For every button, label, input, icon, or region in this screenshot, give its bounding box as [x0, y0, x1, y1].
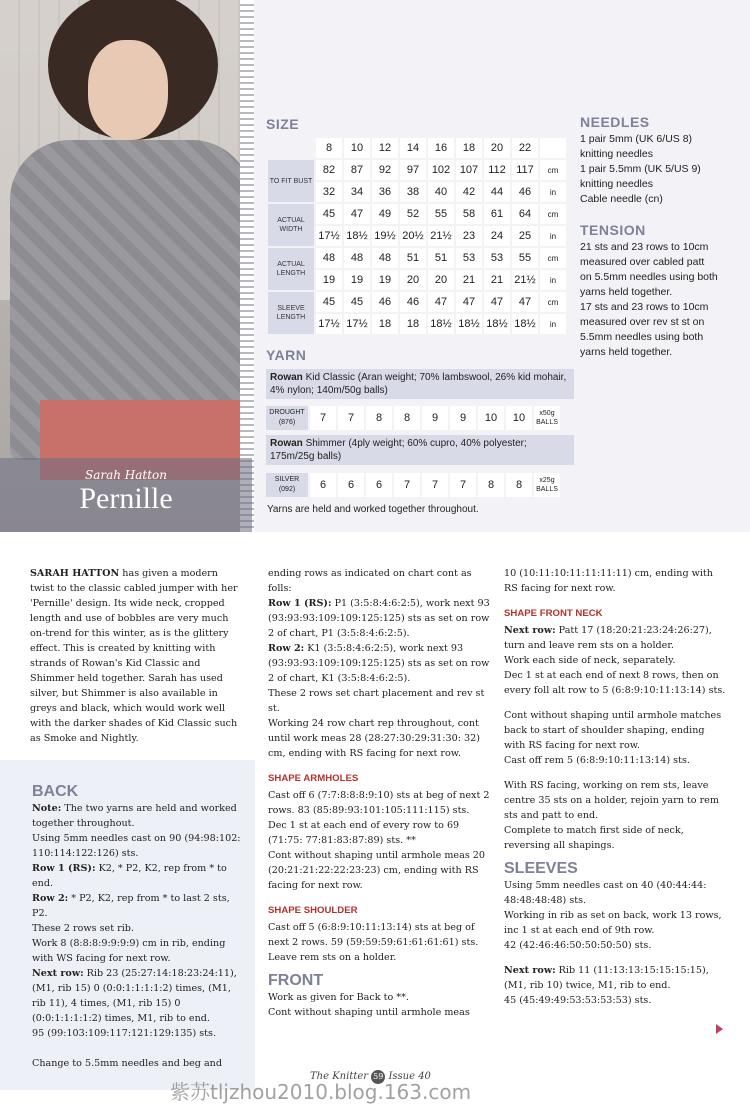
size-cell: 17½ — [344, 314, 370, 334]
size-cell: 20½ — [400, 226, 426, 246]
size-cell: 8 — [316, 138, 342, 158]
size-cell: 46 — [512, 182, 538, 202]
size-cell: 18 — [456, 138, 482, 158]
size-cell: 47 — [344, 204, 370, 224]
size-cell: 10 — [344, 138, 370, 158]
size-cell: 47 — [512, 292, 538, 312]
size-row-label: TO FIT BUST — [268, 160, 314, 202]
size-cell: 48 — [372, 248, 398, 268]
yarn-quantity-cell: 8 — [506, 473, 532, 497]
tension-line: yarns held together. — [580, 286, 673, 298]
yarn-quantity-cell: 10 — [506, 406, 532, 430]
watermark: 紫苏tljzhou2010.blog.163.com — [170, 1080, 472, 1104]
yarn1-desc: Rowan Kid Classic (Aran weight; 70% lambswool, 26% kid mohair, 4% nylon; 140m/50g balls) — [266, 369, 574, 399]
size-cell: 47 — [428, 292, 454, 312]
yarn-shade-label: SILVER (092) — [266, 473, 308, 497]
size-cell: 21½ — [512, 270, 538, 290]
size-cell: 47 — [484, 292, 510, 312]
yarn-quantity-cell: 10 — [478, 406, 504, 430]
size-cell: 46 — [372, 292, 398, 312]
size-unit: cm — [540, 160, 566, 180]
page-binding — [240, 0, 254, 532]
size-cell: 45 — [316, 204, 342, 224]
size-cell: 19½ — [372, 226, 398, 246]
size-unit: in — [540, 182, 566, 202]
size-cell: 20 — [400, 270, 426, 290]
size-cell: 55 — [428, 204, 454, 224]
yarn-unit: x25g BALLS — [534, 473, 560, 497]
size-cell: 53 — [456, 248, 482, 268]
size-cell: 23 — [456, 226, 482, 246]
size-cell: 21 — [484, 270, 510, 290]
size-row — [268, 160, 566, 180]
size-unit: cm — [540, 292, 566, 312]
size-cell: 51 — [428, 248, 454, 268]
yarn1-quantities — [266, 406, 560, 430]
front-heading: FRONT — [268, 972, 324, 989]
yarn-quantity-cell: 8 — [394, 406, 420, 430]
size-row — [268, 292, 566, 312]
size-unit: in — [540, 314, 566, 334]
size-cell: 49 — [372, 204, 398, 224]
yarn-quantity-cell: 7 — [450, 473, 476, 497]
yarn-shade-label: DROUGHT (876) — [266, 406, 308, 430]
yarn-quantity-cell: 8 — [366, 406, 392, 430]
title-banner — [0, 458, 252, 532]
needles-line: 1 pair 5mm (UK 6/US 8) — [580, 133, 693, 145]
size-unit: cm — [540, 204, 566, 224]
size-cell: 34 — [344, 182, 370, 202]
size-unit: in — [540, 226, 566, 246]
size-cell: 21½ — [428, 226, 454, 246]
size-cell: 19 — [344, 270, 370, 290]
size-cell: 117 — [512, 160, 538, 180]
yarn-unit: x50g BALLS — [534, 406, 560, 430]
size-table — [266, 136, 568, 336]
middle-column: ending rows as indicated on chart cont as folls: Row 1 (RS): P1 (3:5:8:4:6:2:5), work next 93 (93:93:93:109:109:125:125) sts as set on row 2 of chart, P1 (3:5:8:4:6:2:5). Row 2: K1 (3:5:8:4:6:2:5), work next 93 (93:93:93:109:109:125:125) sts as set on row 2 of chart, K1 (3:5:8:4:6:2:5). These 2 rows set chart placement and rev st st. Working 24 row chart rep throughout, cont until work meas 28 (28:27:30:29:31:30: 32) cm, ending with RS facing for next row. SHAPE ARMHOLES Cast off 6 (7:7:8:8:8:9:10) sts at beg of next 2 rows. 83 (85:89:93:101:105:111:115) sts. Dec 1 st at each end of every row to 69 (71:75: 77:81:83:87:89) sts. ** Cont without shaping until armhole meas 20 (20:21:21:22:22:23:23) cm, ending with RS facing for next row. SHAPE SHOULDER Cast off 5 (6:8:9:10:11:13:14) sts at beg of next 2 rows. 59 (59:59:59:61:61:61:61) sts. Leave rem sts on a holder. FRONT Work as given for Back to **. Cont without shaping until armhole meas — [268, 568, 490, 1018]
size-cell: 48 — [316, 248, 342, 268]
yarn-quantity-cell: 6 — [310, 473, 336, 497]
size-unit: in — [540, 270, 566, 290]
back-heading: BACK — [32, 783, 79, 800]
model-photo — [0, 0, 252, 532]
size-cell: 18½ — [456, 314, 482, 334]
size-cell: 21 — [456, 270, 482, 290]
size-cell: 61 — [484, 204, 510, 224]
sleeves-heading: SLEEVES — [504, 860, 578, 877]
right-column: 10 (10:11:10:11:11:11:11) cm, ending with RS facing for next row. SHAPE FRONT NECK Next row: Patt 17 (18:20:21:23:24:26:27), turn and leave rem sts on a holder. Work each side of neck, separately. Dec 1 st at each end of next 8 rows, then on every foll alt row to 5 (6:8:9:10:11:13:14) sts. Cont without shaping until armhole matches back to start of shoulder shaping, ending with RS facing for next row. Cast off rem 5 (6:8:9:10:11:13:14) sts. With RS facing, working on rem sts, leave centre 35 sts on a holder, rejoin yarn to rem sts and patt to end. Complete to match first side of neck, reversing all shapings. SLEEVES Using 5mm needles cast on 40 (40:44:44: 48:48:48:48) sts. Working in rib as set on back, work 13 rows, inc 1 st at each end of 9th row. 42 (42:46:46:50:50:50:50) sts. Next row: Rib 11 (11:13:13:15:15:15:15), (M1, rib 10) twice, M1, rib to end. 45 (45:49:49:53:53:53:53) sts. — [504, 568, 726, 1006]
tension-line: on 5.5mm needles using both — [580, 271, 718, 283]
size-cell: 18½ — [512, 314, 538, 334]
yarn-quantity-cell: 9 — [422, 406, 448, 430]
size-cell: 44 — [484, 182, 510, 202]
size-cell: 32 — [316, 182, 342, 202]
yarn-heading: YARN — [266, 347, 307, 363]
size-cell: 25 — [512, 226, 538, 246]
size-cell: 18½ — [428, 314, 454, 334]
tension-line: 5.5mm needles using both — [580, 331, 704, 343]
size-cell: 52 — [400, 204, 426, 224]
size-cell: 36 — [372, 182, 398, 202]
page-footer: The Knitter 59 Issue 40 — [310, 1071, 431, 1082]
tension-line: 21 sts and 23 rows to 10cm — [580, 241, 709, 253]
size-row-label — [268, 138, 314, 158]
yarn-quantity-cell: 6 — [366, 473, 392, 497]
needles-list — [580, 132, 701, 207]
size-cell: 38 — [400, 182, 426, 202]
yarn-note: Yarns are held and worked together throughout. — [267, 504, 479, 515]
size-cell: 97 — [400, 160, 426, 180]
continue-arrow-icon — [716, 1024, 723, 1034]
size-row — [268, 248, 566, 268]
size-cell: 107 — [456, 160, 482, 180]
yarn-quantity-cell: 7 — [338, 406, 364, 430]
size-cell: 18½ — [484, 314, 510, 334]
size-cell: 19 — [316, 270, 342, 290]
yarn-quantity-cell: 6 — [338, 473, 364, 497]
size-row — [268, 204, 566, 224]
size-cell: 18 — [372, 314, 398, 334]
size-cell: 92 — [372, 160, 398, 180]
size-cell: 64 — [512, 204, 538, 224]
size-cell: 18½ — [344, 226, 370, 246]
size-row — [268, 138, 566, 158]
size-cell: 82 — [316, 160, 342, 180]
size-row-label: ACTUAL LENGTH — [268, 248, 314, 290]
yarn2-quantities — [266, 473, 560, 497]
yarn-quantity-cell: 9 — [450, 406, 476, 430]
yarn-quantity-cell: 7 — [422, 473, 448, 497]
yarn-quantity-cell: 8 — [478, 473, 504, 497]
size-cell: 87 — [344, 160, 370, 180]
size-heading: SIZE — [266, 116, 300, 132]
tension-line: 17 sts and 23 rows to 10cm — [580, 301, 709, 313]
shape-front-neck-heading: SHAPE FRONT NECK — [504, 608, 603, 619]
tension-line: measured over rev st st on — [580, 316, 705, 328]
back-column: BACK Note: The two yarns are held and worked together throughout. Using 5mm needles cast on 90 (94:98:102: 110:114:122:126) sts. Row 1 (RS): K2, * P2, K2, rep from * to end. Row 2: * P2, K2, rep from * to last 2 sts, P2. These 2 rows set rib. Work 8 (8:8:8:9:9:9:9) cm in rib, ending with WS facing for next row. Next row: Rib 23 (25:27:14:18:23:24:11), (M1, rib 15) 0 (0:0:1:1:1:1:2) times, (M1, rib 11), 4 times, (M1, rib 15) 0 (0:0:1:1:1:1:2) times, M1, rib to end. 95 (99:103:109:117:121:129:135) sts. Change to 5.5mm needles and beg and — [32, 776, 244, 1071]
size-cell: 14 — [400, 138, 426, 158]
tension-line: measured over cabled patt — [580, 256, 705, 268]
needles-line: Cable needle (cn) — [580, 193, 663, 205]
size-cell: 112 — [484, 160, 510, 180]
needles-line: knitting needles — [580, 148, 653, 160]
yarn-quantity-cell: 7 — [394, 473, 420, 497]
size-cell: 12 — [372, 138, 398, 158]
size-cell: 45 — [344, 292, 370, 312]
size-cell: 20 — [484, 138, 510, 158]
size-cell: 58 — [456, 204, 482, 224]
size-cell: 17½ — [316, 314, 342, 334]
size-cell: 40 — [428, 182, 454, 202]
size-row-label: ACTUAL WIDTH — [268, 204, 314, 246]
tension-line: yarns held together. — [580, 346, 673, 358]
size-cell: 53 — [484, 248, 510, 268]
size-cell: 42 — [456, 182, 482, 202]
shape-shoulder-heading: SHAPE SHOULDER — [268, 905, 358, 916]
pattern-title: Pernille — [79, 482, 173, 515]
needles-line: knitting needles — [580, 178, 653, 190]
size-cell: 45 — [316, 292, 342, 312]
page-number: 59 — [371, 1070, 385, 1084]
yarn2-desc: Rowan Shimmer (4ply weight; 60% cupro, 40% polyester; 175m/25g balls) — [266, 435, 574, 465]
size-cell: 19 — [372, 270, 398, 290]
tension-list — [580, 240, 718, 360]
size-cell: 47 — [456, 292, 482, 312]
size-cell: 48 — [344, 248, 370, 268]
size-cell: 22 — [512, 138, 538, 158]
size-cell: 102 — [428, 160, 454, 180]
size-cell: 24 — [484, 226, 510, 246]
size-unit: cm — [540, 248, 566, 268]
size-cell: 51 — [400, 248, 426, 268]
shape-armholes-heading: SHAPE ARMHOLES — [268, 773, 359, 784]
tension-heading: TENSION — [580, 222, 646, 238]
size-cell: 17½ — [316, 226, 342, 246]
size-cell: 55 — [512, 248, 538, 268]
intro-paragraph: SARAH HATTON has given a modern twist to the classic cabled jumper with her 'Pernille' design. Its wide neck, cropped length and use of bobbles are very much on-trend for this winter, as is the glittery effect. This is created by knitting with strands of Rowan's Kid Classic and Shimmer held together. Sarah has used silver, but Shimmer is also available in greys and black, which would work well with the darker shades of Kid Classic such as Smoke and Nightly. — [30, 568, 238, 744]
needles-heading: NEEDLES — [580, 114, 650, 130]
size-cell: 46 — [400, 292, 426, 312]
size-cell: 20 — [428, 270, 454, 290]
size-row-label: SLEEVE LENGTH — [268, 292, 314, 334]
designer-name: Sarah Hatton — [84, 468, 168, 482]
yarn-quantity-cell: 7 — [310, 406, 336, 430]
size-cell: 16 — [428, 138, 454, 158]
needles-line: 1 pair 5.5mm (UK 5/US 9) — [580, 163, 701, 175]
size-unit — [540, 138, 566, 158]
size-cell: 18 — [400, 314, 426, 334]
